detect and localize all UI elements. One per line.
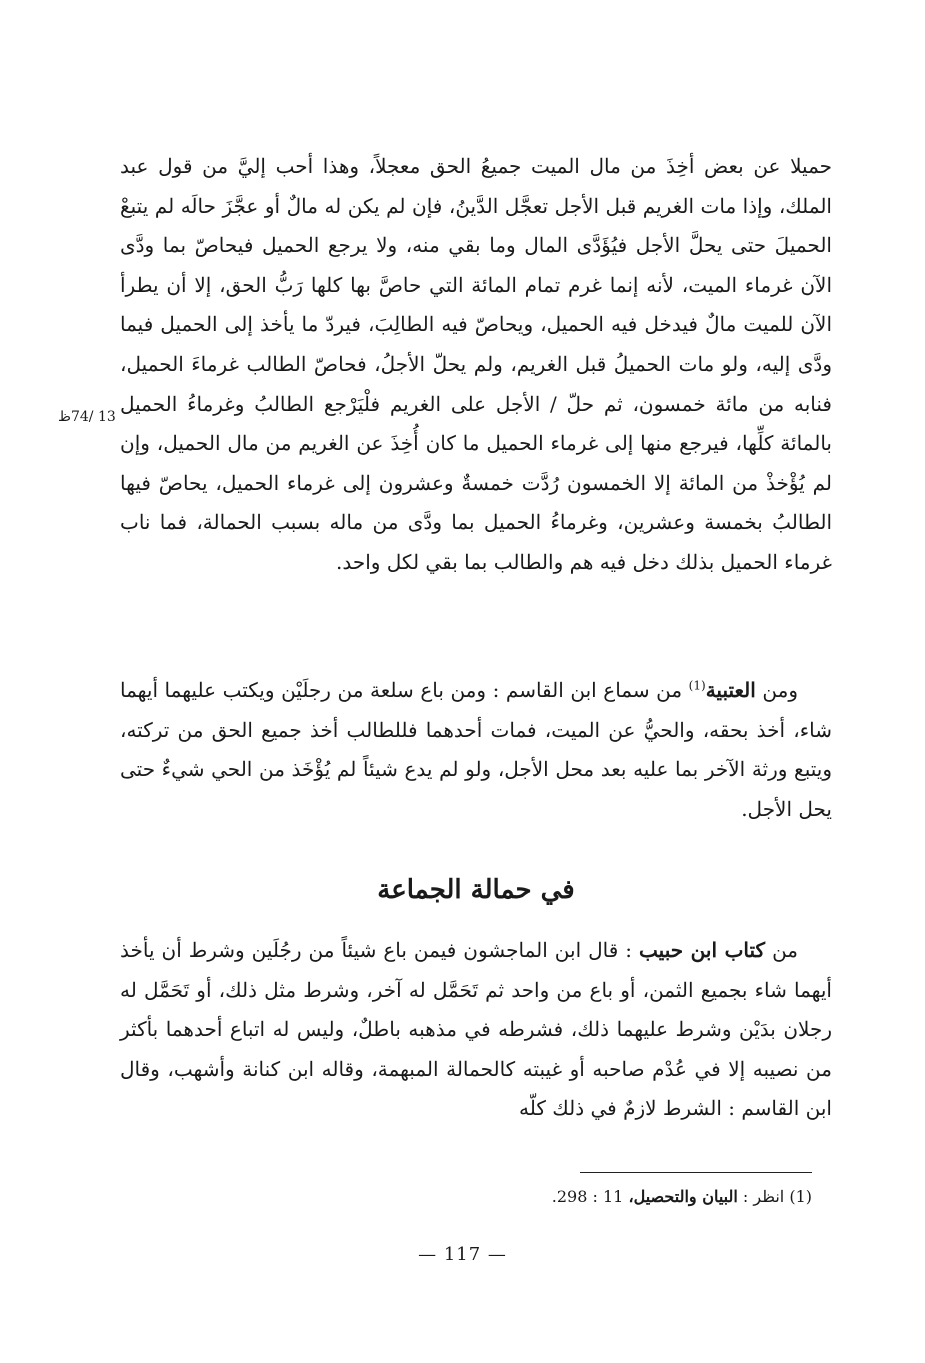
folio-margin-note: 13 /74ظ — [58, 409, 116, 425]
paragraph-2 — [120, 671, 832, 829]
paragraph-3-text: : قال ابن الماجشون فيمن باع شيئاً من رجُلَين وشرط أن يأخذ أيهما شاء بجميع الثمن، أو باع من واحد ثم تَحَمَّل له آخر، وشرط مثل ذلك، أو تَحَمَّل له رجلان بدَيْن وشرط عليهما ذلك، فشرطه في مذهبه باطلٌ، وليس له اتباع أحدهما بأكثر من نصيبه إلا في عُدْم صاحبه أو غيبته كالحمالة المبهمة، وقاله ابن كنانة وأشهب، وقال ابن القاسم : الشرط لازمٌ في ذلك كلّه — [120, 938, 832, 1121]
paragraph-3 — [120, 931, 832, 1129]
footnote-title: البيان والتحصيل، — [628, 1187, 738, 1206]
body-text-block-3 — [120, 931, 832, 1129]
body-text-block-1 — [120, 147, 832, 583]
section-heading: في حمالة الجماعة — [377, 875, 575, 905]
page-number: — 117 — — [418, 1244, 507, 1265]
paragraph-3-prefix: من — [772, 938, 799, 962]
footnote — [420, 1183, 812, 1211]
footnote-number: (1) — [789, 1187, 812, 1206]
source-title-utbiyya: العتبية — [705, 678, 756, 702]
source-title-ibn-habib: كتاب ابن حبيب — [639, 938, 766, 962]
footnote-intro: انظر : — [742, 1187, 785, 1206]
paragraph-1: حميلا عن بعض أخِذَ من مال الميت جميعُ الحق معجلاً، وهذا أحب إليَّ من قول عبد الملك، وإذا مات الغريم قبل الأجل تعجَّل الدَّينُ، فإن لم يكن له مالٌ أو عجَّزَ حالَه لم يتبعْ الحميلَ حتى يحلَّ الأجل فيُؤَدَّى المال وما بقي منه، ولا يرجع الحميل فيحاصّ بما ودَّى الآن غرماء الميت، لأنه إنما غرم تمام المائة التي حاصَّ بها كلها رَبُّ الحق، إلا أن يطرأ الآن للميت مالٌ فيدخل فيه الحميل، ويحاصّ فيه الطالِبَ، فيردّ ما يأخذ إلى الحميل فيما ودَّى إليه، ولو مات الحميلُ قبل الغريم، ولم يحلّ الأجلُ، فحاصّ الطالب غرماءَ الحميل، فنابه من مائة خمسون، ثم حلّ / الأجل على الغريم فلْيَرْجع الطالبُ وغرماءُ الحميل بالمائة كلِّها، فيرجع منها إلى غرماء الحميل ما كان أُخِذَ عن الغريم من مال الحميل، وإن لم يُؤْخذْ من المائة إلا الخمسون رُدَّت خمسةٌ وعشرون إلى غرماء الحميل، يحاصّ فيها الطالبُ بخمسة وعشرين، وغرماءُ الحميل بما ودَّى من ماله بسبب الحمالة، فما ناب غرماء الحميل بذلك دخل فيه هم والطالب بما بقي لكل واحد. — [120, 154, 832, 574]
footnote-divider — [580, 1172, 812, 1173]
footnote-reference: (1) — [688, 678, 706, 693]
body-text-block-2 — [120, 671, 832, 829]
footnote-citation: 11 : 298. — [551, 1187, 629, 1206]
paragraph-2-text: من سماع ابن القاسم : ومن باع سلعة من رجلَيْن ويكتب عليهما أيهما شاء، أخذ بحقه، والحيُّ عن الميت، فمات أحدهما فللطالب أخذ جميع الحق من تركته، ويتبع ورثة الآخر بما عليه بعد محل الأجل، ولو لم يدع شيئاً لم يُؤْخَذ من الحي شيءٌ حتى يحل الأجل. — [120, 678, 832, 821]
paragraph-2-prefix: ومن — [762, 678, 798, 702]
